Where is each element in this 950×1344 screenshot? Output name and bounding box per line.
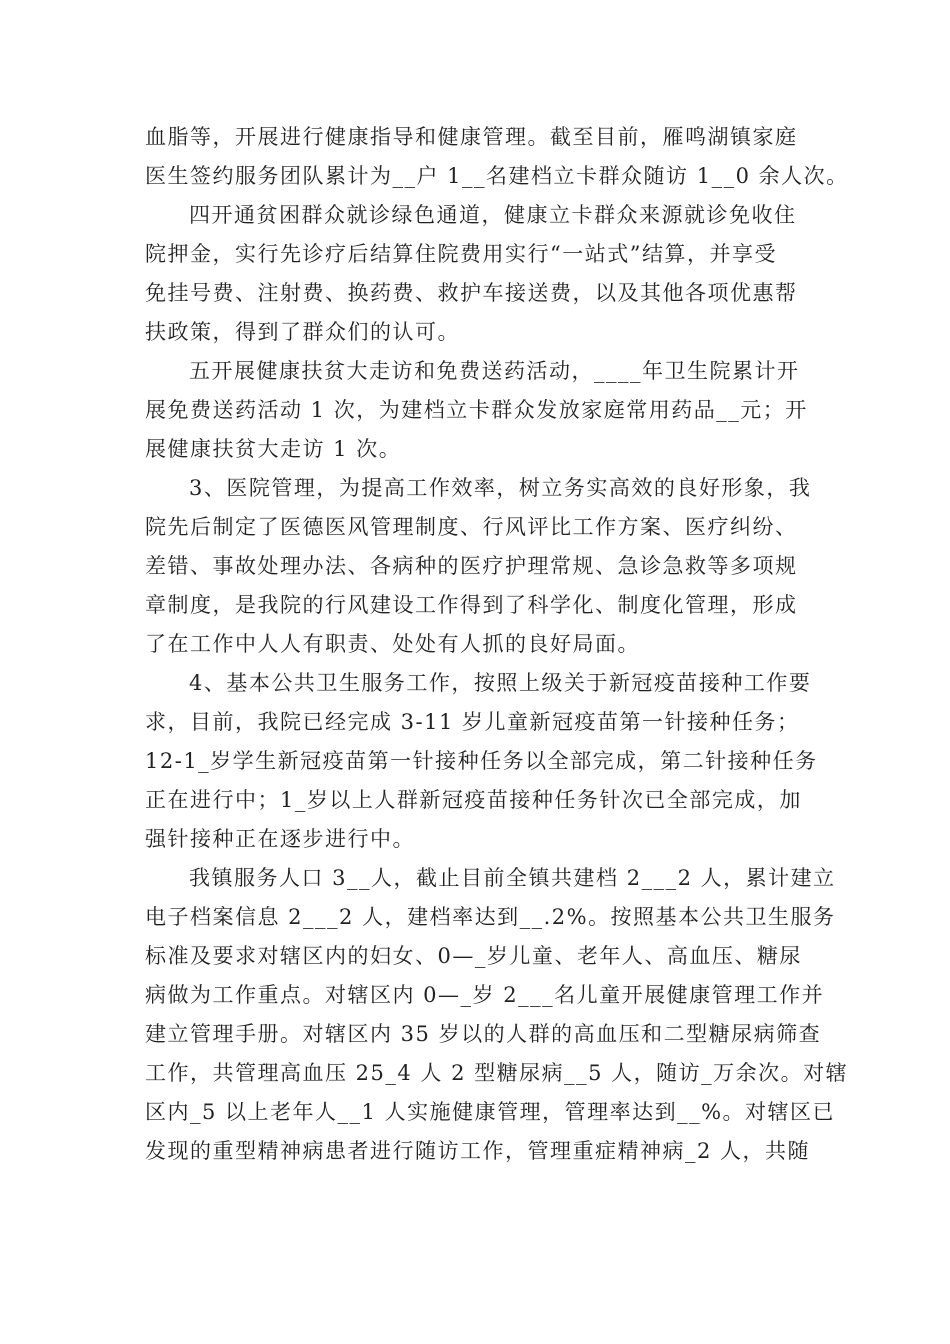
text-line: 标准及要求对辖区内的妇女、0—_岁儿童、老年人、高血压、糖尿 [145, 944, 802, 968]
text-line: 我镇服务人口 3__人，截止目前全镇共建档 2___2 人，累计建立 [189, 866, 836, 890]
text-line: 院先后制定了医德医风管理制度、行风评比工作方案、医疗纠纷、 [145, 515, 798, 539]
text-line: 免挂号费、注射费、换药费、救护车接送费，以及其他各项优惠帮 [145, 281, 798, 305]
paragraph-family-doctor [145, 118, 849, 196]
paragraph-medicine-delivery [145, 352, 808, 469]
text-line: 强针接种正在逐步进行中。 [145, 827, 415, 851]
text-line: 章制度，是我院的行风建设工作得到了科学化、制度化管理，形成 [145, 593, 798, 617]
text-line: 四开通贫困群众就诊绿色通道，健康立卡群众来源就诊免收住 [189, 203, 797, 227]
text-line: 差错、事故处理办法、各病种的医疗护理常规、急诊急救等多项规 [145, 554, 798, 578]
text-line: 4、基本公共卫生服务工作，按照上级关于新冠疫苗接种工作要 [189, 671, 812, 695]
text-line: 发现的重型精神病患者进行随访工作，管理重症精神病_2 人，共随 [145, 1139, 811, 1163]
text-line: 院押金，实行先诊疗后结算住院费用实行“一站式”结算，并享受 [145, 242, 777, 266]
text-line: 医生签约服务团队累计为__户 1__名建档立卡群众随访 1__0 余人次。 [145, 164, 849, 188]
text-line: 区内_5 以上老年人__1 人实施健康管理，管理率达到__%。对辖区已 [145, 1100, 836, 1124]
text-line: 求，目前，我院已经完成 3-11 岁儿童新冠疫苗第一针接种任务； [145, 710, 800, 734]
text-line: 3、医院管理，为提高工作效率，树立务实高效的良好形象，我 [189, 476, 812, 500]
text-line: 了在工作中人人有职责、处处有人抓的良好局面。 [145, 632, 640, 656]
text-line: 建立管理手册。对辖区内 35 岁以的人群的高血压和二型糖尿病筛查 [145, 1022, 822, 1046]
document-page [145, 118, 849, 1171]
text-line: 电子档案信息 2___2 人，建档率达到__.2%。按照基本公共卫生服务 [145, 905, 836, 929]
text-line: 病做为工作重点。对辖区内 0—_岁 2___名儿童开展健康管理工作并 [145, 983, 825, 1007]
text-line: 展健康扶贫大走访 1 次。 [145, 437, 402, 461]
paragraph-green-channel [145, 196, 805, 352]
text-line: 12-1_岁学生新冠疫苗第一针接种任务以全部完成，第二针接种任务 [145, 749, 818, 773]
text-line: 工作，共管理高血压 25_4 人 2 型糖尿病__5 人，随访_万余次。对辖 [145, 1061, 849, 1085]
text-line: 展免费送药活动 1 次，为建档立卡群众发放家庭常用药品__元；开 [145, 398, 808, 422]
text-line: 正在进行中；1_岁以上人群新冠疫苗接种任务针次已全部完成，加 [145, 788, 802, 812]
paragraph-hospital-management [145, 469, 812, 664]
paragraph-population-records [145, 859, 849, 1171]
text-line: 扶政策，得到了群众们的认可。 [145, 320, 460, 344]
text-line: 五开展健康扶贫大走访和免费送药活动，____年卫生院累计开 [189, 359, 800, 383]
text-line: 血脂等，开展进行健康指导和健康管理。截至目前，雁鸣湖镇家庭 [145, 125, 798, 149]
paragraph-public-health [145, 664, 818, 859]
